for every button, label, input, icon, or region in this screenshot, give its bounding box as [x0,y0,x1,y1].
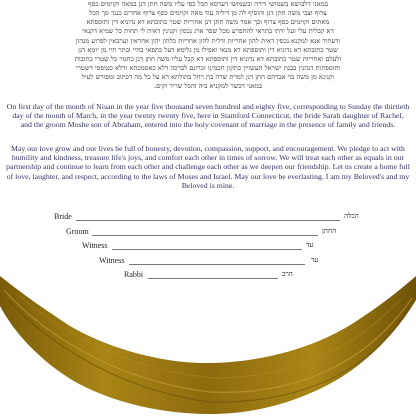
signature-label-english: Groom [66,227,89,236]
signature-label-english: Witness [99,256,125,265]
hebrew-line: במאני דכשר למקניא ביה והכל שריר וקים. [153,82,263,91]
english-paragraph-1-text: On first day of the month of Nisan in the year five thousand seven hundred and eighty five, corresponding to Sunday the thirtieth day of the month of March, in the year twenty twenty five, here in Stamford Connecticut, the bride Sarah daughter of Rachel, and the groom Moshe son of Abraham, entered into the holy covenant of marriage in the presence of family and friends. [6,102,410,130]
hebrew-line: במאני דלבושא בשמושי דירה ובשמושי דערסא הכל כפי עליו משה חתן דנן במאה וקוימים כסף [88,0,328,8]
signature-label-english: Rabbi [124,270,144,279]
english-paragraph-2-text: May our love grow and our lives be full of honesty, devotion, compassion, support, and encouragement. We pledge to act with humility and kindness, treasure life's joys, and comfort each other in times of sorrow. We will treat each other as equals in our partnership and continue to learn from each other and challenge each other as we deepen our friendship. Let us create a home full of love, laughter, and respect, according to the laws of Moses and Israel. May our love be everlasting. I am my Beloved's and my Beloved is mine. [6,144,410,190]
signature-label-hebrew: הכלה [344,212,359,220]
signature-label-english: Witness [82,241,108,250]
hebrew-line: ולעלם ואחריות שטר כתובתא דא נדוניא דין ותוספתא דא קבל עליו משה חתן דנן כחמר כל שטרי כתובות [74,54,342,63]
signature-label-english: Bride [54,212,72,221]
gold-ring-stroke [0,276,416,414]
hebrew-line: צרוף וצבי משה חתן דנן והוסיף לה מן דיליה עוד מאה וקוימים כסף צרוף אחרים כנגד סך הכל [89,9,327,18]
hebrew-line: דא קבלית עלי ועל ירתי בתראי להתפרע מכל שפר ארג נכסין וקנינין דאית לי תחות כל שמיא דקנאי [82,27,334,36]
signature-label-hebrew: עד [311,256,319,264]
signature-label-hebrew: הרב [282,270,293,278]
hebrew-line: ודעתיד אנא למקנא נכסין דאית להון אחריות ודלית להון אחריות כלהון יהון אחראין וערבאין לפרוע מנהון [75,36,341,45]
hebrew-line: וקנינא מן משה בר אברהם חתן דנן למרת שרה בת רחל בתולתא דא על כל מה דכתוב ומפורש לעיל [81,73,335,82]
signature-label-hebrew: החתן [322,227,337,235]
hebrew-line: שטר כתובתא דא נדוניא דין ותוספתא דא מנאי ואפילו מן גלימא דעל כתפאי בחיי ובתר חיי מן יומא דנן [78,45,338,54]
signature-label-hebrew: עד [306,241,314,249]
hebrew-line: מאתים וקוימים כסף צרוף וכך אמר משה חתן דנן אחריות שטר כתובתא דא נדוניא דין ותוספתא [86,18,330,27]
hebrew-line: ותוספתות דנהגין בבנת ישראל העשויין כתקון חכמינו זכרונם לברכה דלא כאסמכתא ודלא כטופסי דשטרי [75,64,341,73]
